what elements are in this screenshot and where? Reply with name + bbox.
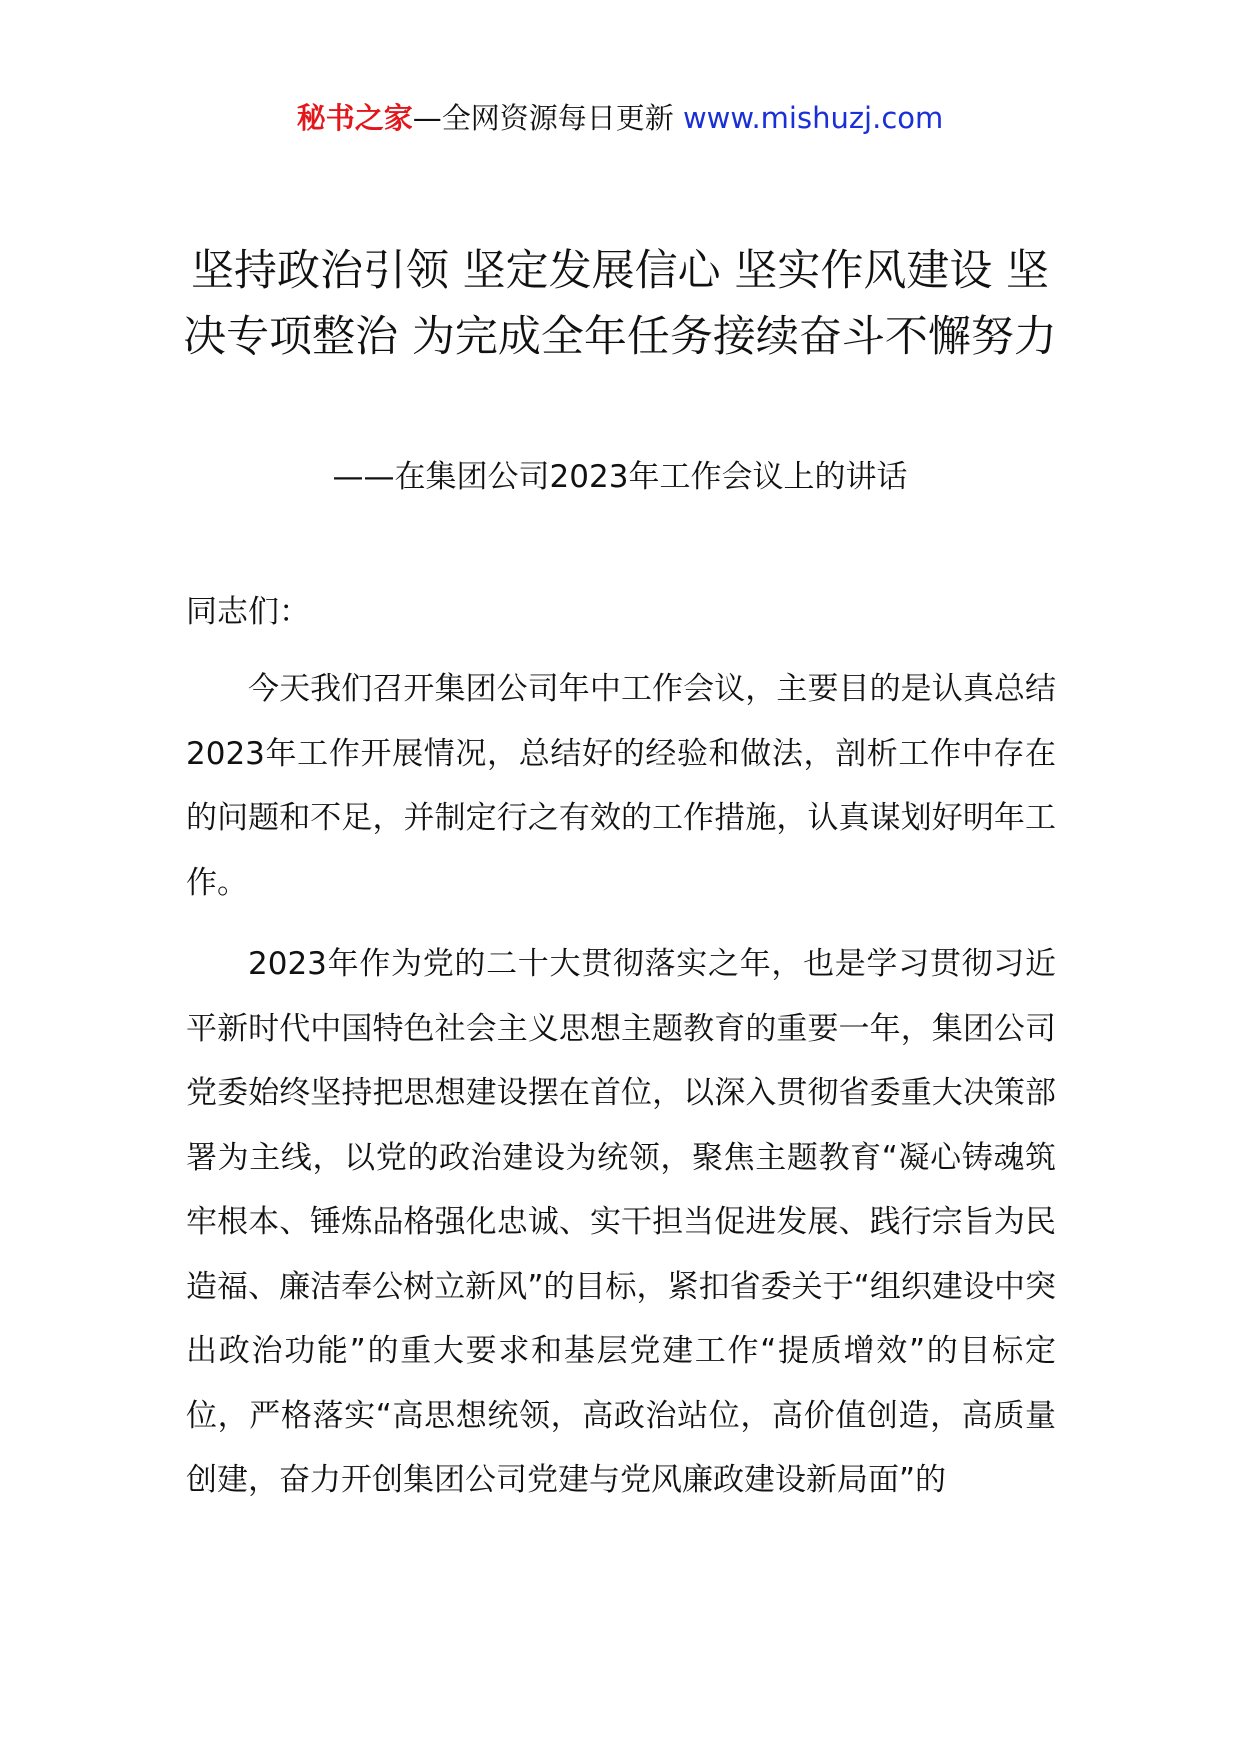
document-subtitle: ——在集团公司2023年工作会议上的讲话 — [332, 459, 908, 495]
site-url-link[interactable]: www.mishuzj.com — [682, 101, 944, 135]
salutation: 同志们： — [186, 594, 310, 630]
document-title: 坚持政治引领 坚定发展信心 坚实作风建设 坚决专项整治 为完成全年任务接续奋斗不懈努力 — [183, 246, 1057, 362]
brand-name: 秘书之家 — [296, 101, 413, 135]
paragraph-2: 2023年作为党的二十大贯彻落实之年，也是学习贯彻习近平新时代中国特色社会主义思想主题教育的重要一年，集团公司党委始终坚持把思想建设摆在首位，以深入贯彻省委重大决策部署为主线，以党的政治建设为统领，聚焦主题教育“凝心铸魂筑牢根本、锤炼品格强化忠诚、实干担当促进发展、践行宗旨为民造福、廉洁奉公树立新风”的目标，紧扣省委关于“组织建设中突出政治功能”的重大要求和基层党建工作“提质增效”的目标定位，严格落实“高思想统领，高政治站位，高价值创造，高质量创建，奋力开创集团公司党建与党风廉政建设新局面”的 — [186, 946, 1056, 1498]
header-tagline: —全网资源每日更新 — [412, 101, 674, 135]
paragraph-1: 今天我们召开集团公司年中工作会议，主要目的是认真总结2023年工作开展情况，总结好的经验和做法，剖析工作中存在的问题和不足，并制定行之有效的工作措施，认真谋划好明年工作。 — [186, 671, 1056, 901]
site-header — [0, 98, 1240, 138]
